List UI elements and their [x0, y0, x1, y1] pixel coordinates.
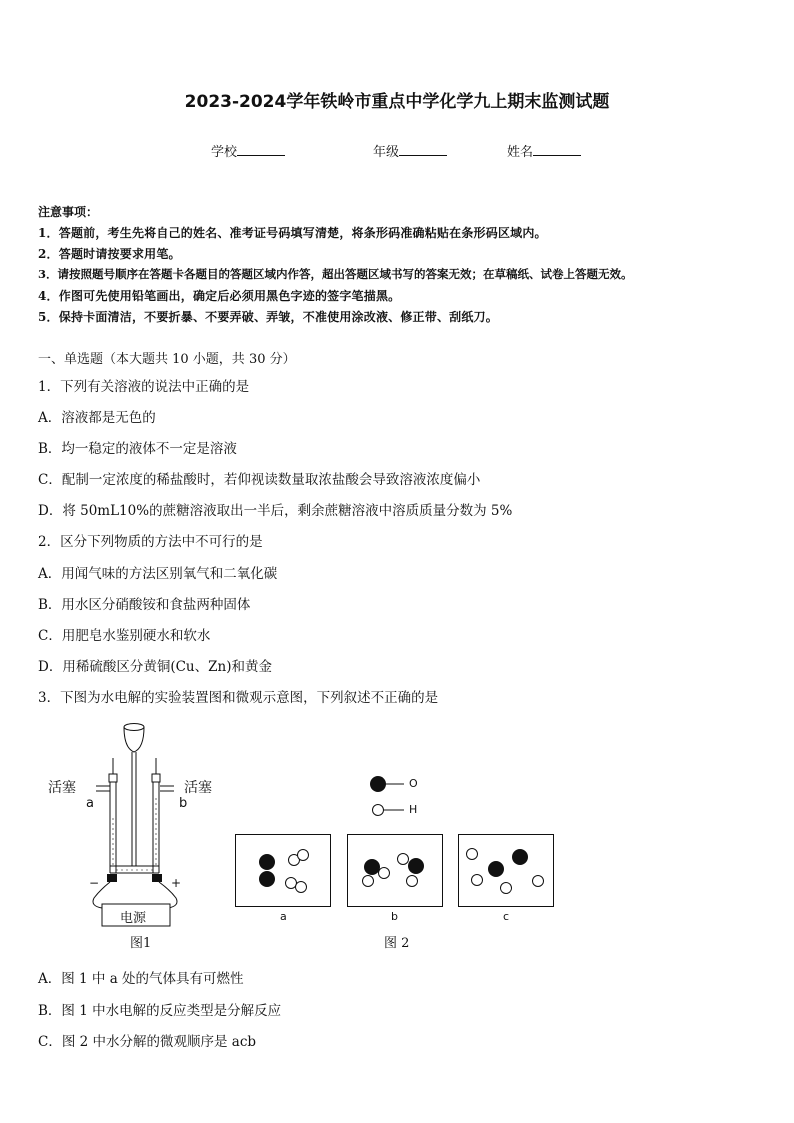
question-2-option-c: C．用肥皂水鉴别硬水和软水	[38, 628, 211, 644]
notice-item: 3．请按照题号顺序在答题卡各题目的答题区域内作答，超出答题区域书写的答案无效；在草稿纸、试卷上答题无效。	[38, 267, 633, 281]
question-1-stem: 1．下列有关溶液的说法中正确的是	[38, 379, 250, 395]
grade-blank[interactable]	[399, 143, 447, 156]
figure-1-caption: 图1	[130, 936, 152, 951]
notice-heading: 注意事项：	[38, 205, 99, 219]
electrolysis-apparatus-diagram	[80, 718, 220, 932]
question-1-option-b: B．均一稳定的液体不一定是溶液	[38, 441, 237, 457]
school-field[interactable]	[211, 141, 285, 160]
question-1-option-a: A．溶液都是无色的	[38, 410, 156, 426]
tube-b-label: b	[179, 796, 188, 811]
tube-a-label: a	[86, 796, 94, 811]
negative-pole-label: −	[89, 876, 100, 890]
grade-label: 年级	[373, 145, 400, 160]
school-label: 学校	[211, 145, 238, 160]
box-c-label: c	[503, 910, 510, 923]
name-label: 姓名	[507, 145, 534, 160]
question-3-option-b: B．图 1 中水电解的反应类型是分解反应	[38, 1003, 282, 1019]
question-3-option-c: C．图 2 中水分解的微观顺序是 acb	[38, 1034, 257, 1050]
notice-item: 5．保持卡面清洁，不要折暴、不要弄破、弄皱，不准使用涂改液、修正带、刮纸刀。	[38, 310, 498, 324]
power-supply-label: 电源	[120, 911, 147, 926]
hydrogen-atom-icon	[373, 805, 384, 816]
section-heading: 一、单选题（本大题共 10 小题，共 30 分）	[38, 352, 296, 367]
notice-item: 4．作图可先使用铅笔画出，确定后必须用黑色字迹的签字笔描黑。	[38, 289, 401, 303]
valve-left-label: 活塞	[48, 780, 76, 796]
oxygen-atom-icon	[370, 776, 386, 792]
name-blank[interactable]	[533, 143, 581, 156]
micro-diagram-b	[347, 834, 443, 907]
molecule-legend	[368, 773, 408, 819]
legend-oxygen-label: O	[409, 777, 418, 790]
question-3-stem: 3．下图为水电解的实验装置图和微观示意图，下列叙述不正确的是	[38, 690, 439, 706]
grade-field[interactable]	[373, 141, 447, 160]
question-1-option-d: D．将 50mL10%的蔗糖溶液取出一半后，剩余蔗糖溶液中溶质质量分数为 5%	[38, 503, 513, 519]
question-3-option-a: A．图 1 中 a 处的气体具有可燃性	[38, 971, 244, 987]
page-title: 2023-2024学年铁岭市重点中学化学九上期末监测试题	[184, 92, 610, 112]
box-b-label: b	[391, 910, 398, 923]
legend-hydrogen-label: H	[409, 803, 418, 816]
question-2-option-d: D．用稀硫酸区分黄铜(Cu、Zn)和黄金	[38, 659, 272, 675]
notice-item: 1．答题前，考生先将自己的姓名、准考证号码填写清楚，将条形码准确粘贴在条形码区域内。	[38, 226, 547, 240]
micro-diagram-c	[458, 834, 554, 907]
question-2-option-b: B．用水区分硝酸铵和食盐两种固体	[38, 597, 251, 613]
valve-right-label: 活塞	[184, 780, 212, 796]
question-1-option-c: C．配制一定浓度的稀盐酸时，若仰视读数量取浓盐酸会导致溶液浓度偏小	[38, 472, 481, 488]
notice-item: 2．答题时请按要求用笔。	[38, 247, 181, 261]
school-blank[interactable]	[237, 143, 285, 156]
question-2-option-a: A．用闻气味的方法区别氧气和二氧化碳	[38, 566, 278, 582]
question-2-stem: 2．区分下列物质的方法中不可行的是	[38, 534, 263, 550]
box-a-label: a	[280, 910, 287, 923]
figure-2-caption: 图 2	[384, 936, 410, 951]
name-field[interactable]	[507, 141, 581, 160]
positive-pole-label: +	[171, 876, 182, 890]
micro-diagram-a	[235, 834, 331, 907]
